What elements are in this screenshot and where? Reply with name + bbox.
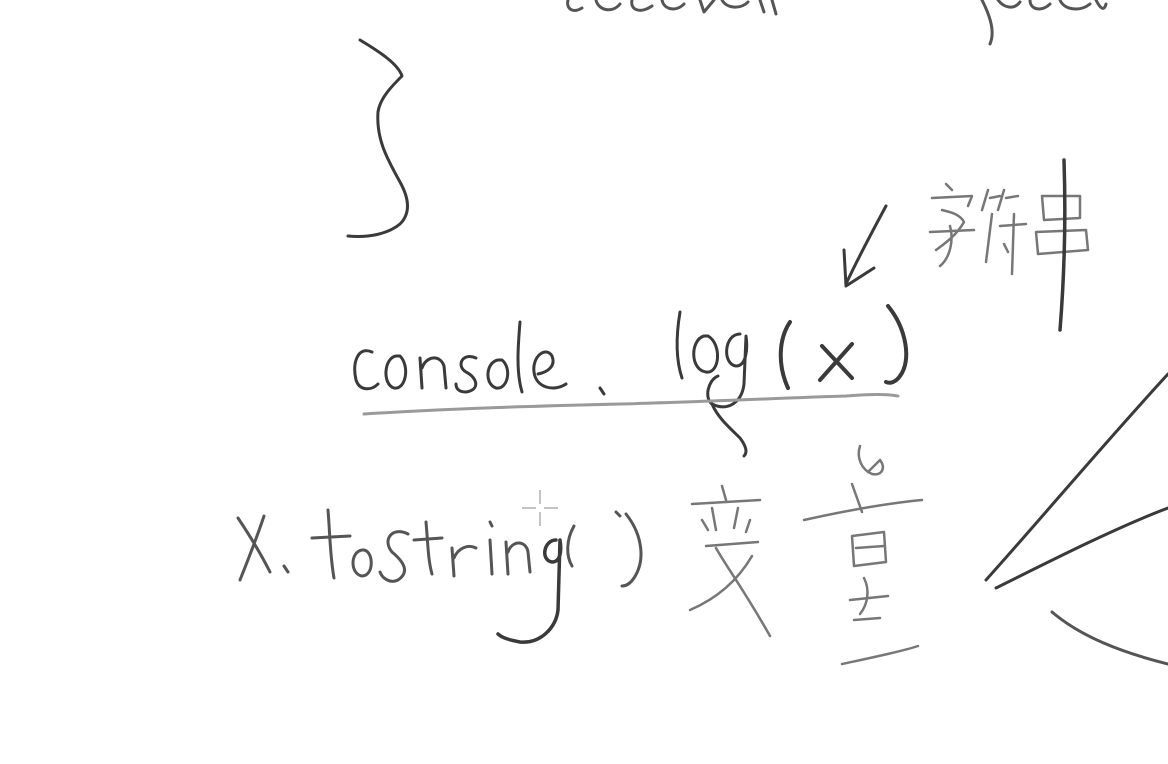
closing-brace-stroke [348,40,408,237]
console-log-handwriting [355,306,906,407]
string-annotation-handwriting [930,160,1088,330]
arrow-to-x [844,206,886,286]
crosshair-cursor-icon [522,490,558,526]
link-curve-stroke [712,404,746,456]
variable-annotation-handwriting [690,446,922,664]
right-edge-strokes [986,374,1168,664]
tostring-handwriting [238,510,641,642]
underline-stroke [364,395,898,415]
top-fragment-handwriting [568,0,1106,44]
